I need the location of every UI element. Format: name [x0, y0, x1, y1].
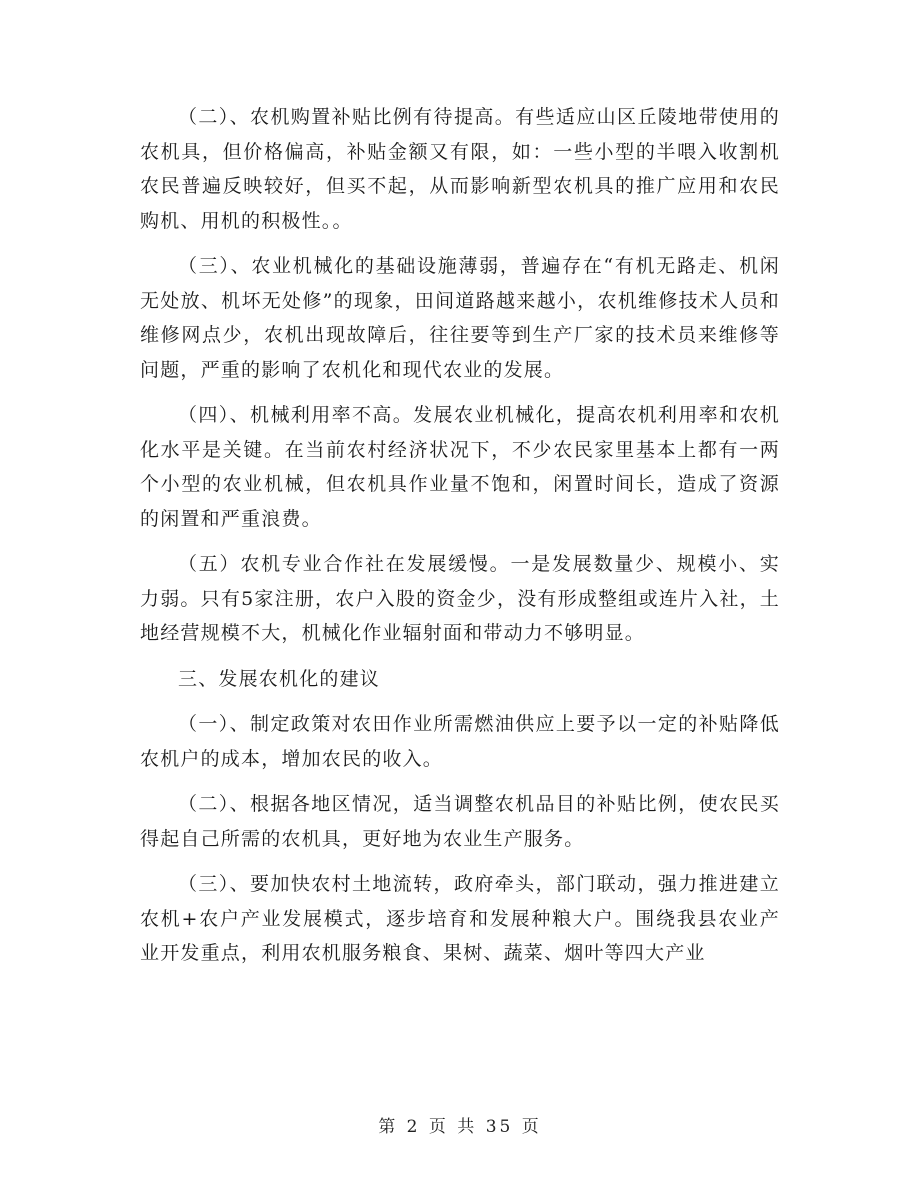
paragraph-subsidy-ratio: （二）、农机购置补贴比例有待提高。有些适应山区丘陵地带使用的农机具，但价格偏高，补贴金额又有限，如：一些小型的半喂入收割机农民普遍反映较好，但买不起，从而影响新型农机具的推广应用和农民购机、用机的积极性。。	[140, 106, 780, 232]
paragraph-infrastructure: （三）、农业机械化的基础设施薄弱，普遍存在“有机无路走、机闲无处放、机坏无处修”的现象，田间道路越来越小，农机维修技术人员和维修网点少，农机出现故障后，往往要等到生产厂家的技术员来维修等问题，严重的影响了农机化和现代农业的发展。	[140, 255, 780, 381]
paragraph-land-transfer: （三）、要加快农村土地流转，政府牵头，部门联动，强力推进建立农机+农户产业发展模式，逐步培育和发展种粮大户。围绕我县农业产业开发重点，利用农机服务粮食、果树、蔬菜、烟叶等四大产业	[140, 873, 780, 964]
section-heading-suggestions: 三、发展农机化的建议	[178, 667, 381, 690]
page-number-footer: 第 2 页 共 35 页	[378, 1117, 542, 1137]
paragraph-utilization: （四）、机械利用率不高。发展农业机械化，提高农机利用率和农机化水平是关键。在当前农村经济状况下，不少农民家里基本上都有一两个小型的农业机械，但农机具作业量不饱和，闲置时间长，造成了资源的闲置和严重浪费。	[140, 404, 780, 530]
paragraph-adjust-ratio: （二）、根据各地区情况，适当调整农机品目的补贴比例，使农民买得起自己所需的农机具，更好地为农业生产服务。	[140, 793, 780, 850]
paragraph-fuel-subsidy: （一）、制定政策对农田作业所需燃油供应上要予以一定的补贴降低农机户的成本，增加农民的收入。	[140, 713, 780, 770]
paragraph-cooperatives: （五）农机专业合作社在发展缓慢。一是发展数量少、规模小、实力弱。只有5家注册，农户入股的资金少，没有形成整组或连片入社，土地经营规模不大，机械化作业辐射面和带动力不够明显。	[140, 553, 780, 644]
document-body	[140, 100, 780, 982]
